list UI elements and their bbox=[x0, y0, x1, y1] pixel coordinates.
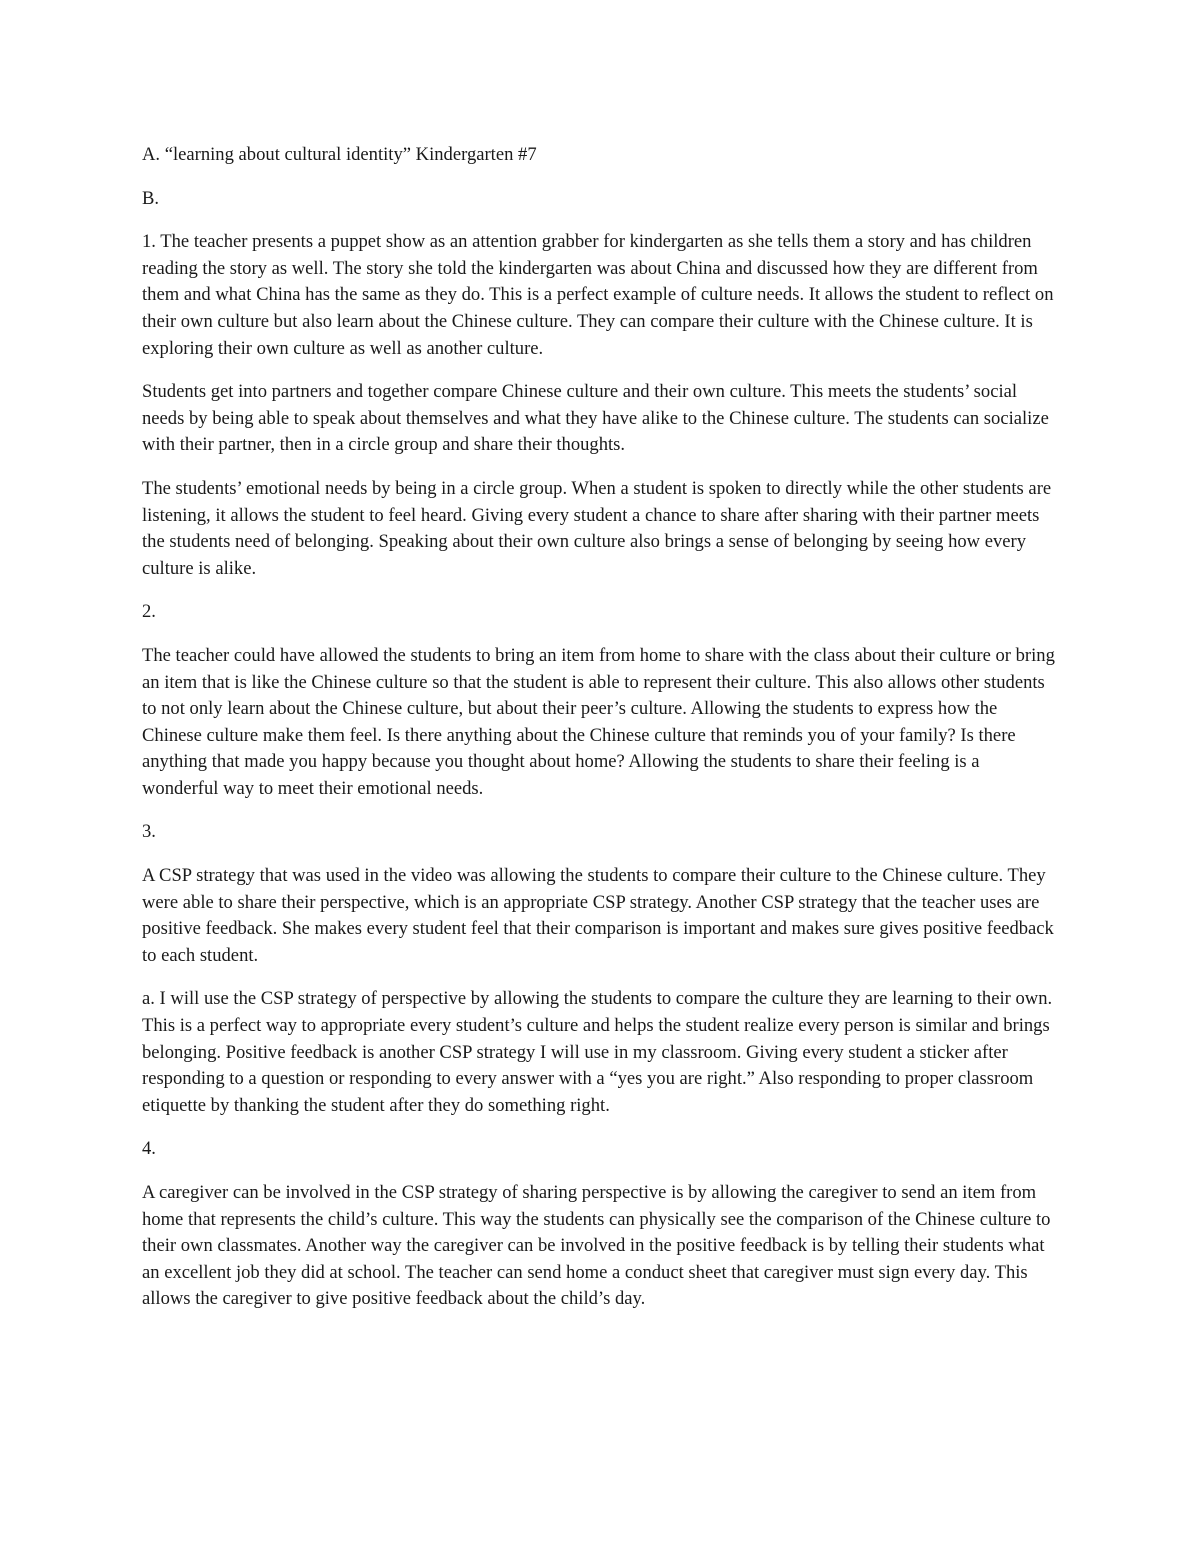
paragraph-2: The teacher could have allowed the students to bring an item from home to share with the class about their culture or bring an item that is like the Chinese culture so that the student is able to represent their culture. This also allows other students to not only learn about the Chinese culture, but about their peer’s culture. Allowing the students to express how the Chinese culture make them feel. Is there anything about the Chinese culture that reminds you of your family? Is there anything that made you happy because you thought about home? Allowing the students to share their feeling is a wonderful way to meet their emotional needs. bbox=[142, 644, 1055, 799]
document-heading: A. “learning about cultural identity” Kindergarten #7 bbox=[142, 144, 537, 165]
document-body bbox=[142, 142, 1060, 1330]
section-number-2: 2. bbox=[142, 601, 156, 623]
section-number-3: 3. bbox=[142, 821, 156, 843]
section-number-4: 4. bbox=[142, 1138, 156, 1160]
paragraph-3: A CSP strategy that was used in the video was allowing the students to compare their culture to the Chinese culture. They were able to share their perspective, which is an appropriate CSP strategy. Another CSP strategy that the teacher uses are positive feedback. She makes every student feel that their comparison is important and makes sure gives positive feedback to each student. bbox=[142, 865, 1054, 966]
paragraph-3a: a. I will use the CSP strategy of perspective by allowing the students to compare the culture they are learning to their own. This is a perfect way to appropriate every student’s culture and helps the student realize every person is similar and brings belonging. Positive feedback is another CSP strategy I will use in my classroom. Giving every student a sticker after responding to a question or responding to every answer with a “yes you are right.” Also responding to proper classroom etiquette by thanking the student after they do something right. bbox=[142, 988, 1053, 1116]
paragraph-social-needs: Students get into partners and together compare Chinese culture and their own culture. This meets the students’ social needs by being able to speak about themselves and what they have alike to the Chinese culture. The students can socialize with their partner, then in a circle group and share their thoughts. bbox=[142, 381, 1049, 456]
paragraph-1: 1. The teacher presents a puppet show as an attention grabber for kindergarten as she tells them a story and has children reading the story as well. The story she told the kindergarten was about China and discussed how they are different from them and what China has the same as they do. This is a perfect example of culture needs. It allows the student to reflect on their own culture but also learn about the Chinese culture. They can compare their culture with the Chinese culture. It is exploring their own culture as well as another culture. bbox=[142, 231, 1054, 359]
paragraph-emotional-needs: The students’ emotional needs by being in a circle group. When a student is spoken to directly while the other students are listening, it allows the student to feel heard. Giving every student a chance to share after sharing with their partner meets the students need of belonging. Speaking about their own culture also brings a sense of belonging by seeing how every culture is alike. bbox=[142, 477, 1052, 579]
section-label-b: B. bbox=[142, 187, 160, 209]
paragraph-4: A caregiver can be involved in the CSP strategy of sharing perspective is by allowing the caregiver to send an item from home that represents the child’s culture. This way the students can physically see the comparison of the Chinese culture to their own classmates. Another way the caregiver can be involved in the positive feedback is by telling their students what an excellent job they did at school. The teacher can send home a conduct sheet that caregiver must sign every day. This allows the caregiver to give positive feedback about the child’s day. bbox=[142, 1182, 1051, 1310]
